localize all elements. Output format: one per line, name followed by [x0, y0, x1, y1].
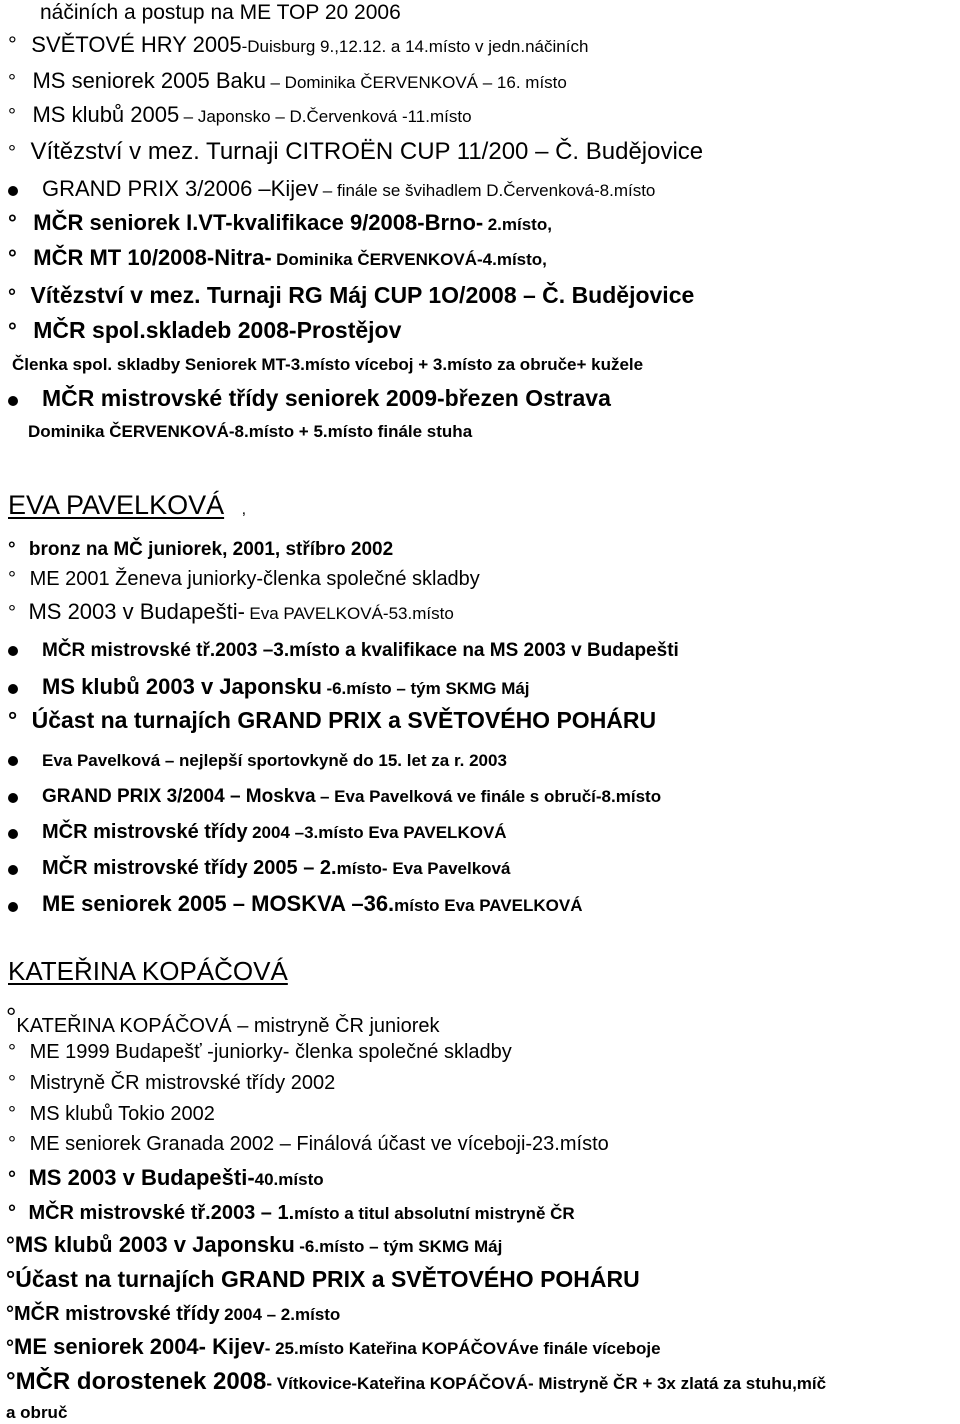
item-detail: – finále se švihadlem D.Červenková-8.místo [322, 181, 656, 200]
item-detail: 2.místo, [487, 215, 552, 234]
degree-bullet: ° [8, 71, 16, 93]
bullet-icon [8, 829, 18, 839]
degree-bullet: ° [8, 286, 16, 308]
list-item [8, 70, 567, 92]
item-text: Eva Pavelková – nejlepší sportovkyně do 15. let za r. 2003 [42, 751, 507, 770]
list-item [8, 104, 472, 126]
list-item [8, 34, 588, 56]
list-item [8, 1042, 512, 1062]
heading-text: KATEŘINA KOPÁČOVÁ [8, 956, 288, 986]
item-title: MS seniorek 2005 Baku [32, 68, 267, 93]
list-item [42, 822, 507, 842]
list-item [8, 319, 401, 342]
item-text: Účast na turnajích GRAND PRIX a SVĚTOVÉHO POHÁRU [15, 1266, 640, 1292]
list-item [6, 1304, 340, 1324]
item-title: Vítězství v mez. Turnaji CITROËN CUP 11/200 – Č. Budějovice [30, 138, 704, 165]
degree-bullet: ° [8, 32, 17, 57]
line-text: Členka spol. skladby Seniorek MT-3.místo víceboj + 3.místo za obruče+ kužele [12, 355, 644, 374]
list-item [42, 787, 661, 806]
item-title: MČR mistrovské třídy [14, 1303, 220, 1325]
list-item [8, 284, 694, 307]
bullet-icon [8, 186, 18, 196]
item-detail: -6.místo – tým SKMG Máj [326, 679, 530, 698]
item-title: ME seniorek 2005 – MOSKVA –36. [42, 891, 395, 916]
list-item [6, 1268, 640, 1291]
list-item [8, 709, 656, 732]
bullet-icon [8, 684, 18, 694]
item-detail: 2004 – 2.místo [224, 1305, 341, 1324]
item-detail: - Vítkovice-Kateřina KOPÁČOVÁ- Mistryně ČR + 3x zlatá za stuhu,míč [266, 1374, 827, 1393]
list-item [6, 1370, 826, 1394]
heading-suffix: , [241, 501, 247, 518]
item-title: MS klubů 2005 [32, 102, 180, 127]
line-text: a obruč [6, 1403, 68, 1422]
list-item [42, 178, 655, 200]
degree-bullet: ° [8, 1041, 16, 1063]
item-title: MČR mistrovské třídy 2005 – 2. [42, 857, 337, 879]
item-detail: Eva PAVELKOVÁ-53.místo [249, 604, 454, 623]
list-item [8, 601, 454, 623]
item-title: MS 2003 v Budapešti- [28, 599, 245, 624]
bullet-icon [8, 396, 18, 406]
item-title: MČR mistrovské třídy seniorek 2009-březen Ostrava [42, 385, 611, 411]
item-detail: místo Eva PAVELKOVÁ [394, 896, 583, 915]
item-detail: 40.místo [254, 1170, 324, 1189]
item-detail: místo- Eva Pavelková [336, 859, 511, 878]
list-item [8, 1203, 575, 1223]
item-title: MČR spol.skladeb 2008-Prostějov [33, 317, 402, 343]
list-item [42, 676, 530, 698]
bullet-icon [8, 793, 18, 803]
item-text: Účast na turnajích GRAND PRIX a SVĚTOVÉHO POHÁRU [31, 707, 657, 733]
item-title: MS klubů 2003 v Japonsku [42, 674, 322, 699]
item-detail: -Duisburg 9.,12.12. a 14.místo v jedn.náčiních [241, 37, 589, 56]
item-text: MČR mistrovské tř.2003 –3.místo a kvalifikace na MS 2003 v Budapešti [42, 640, 679, 661]
degree-bullet: ° [8, 318, 17, 343]
degree-bullet: ° [6, 1337, 14, 1359]
item-detail: – Dominika ČERVENKOVÁ – 16. místo [270, 73, 567, 92]
item-title: MS klubů 2003 v Japonsku [14, 1232, 295, 1257]
item-text: ME 2001 Ženeva juniorky-členka společné skladby [29, 568, 480, 590]
text-line [40, 2, 401, 23]
item-title: MS 2003 v Budapešti- [28, 1165, 255, 1190]
text-line [6, 1404, 67, 1421]
list-item [8, 540, 393, 559]
item-title: MČR dorostenek 2008 [15, 1368, 267, 1395]
item-title: MČR MT 10/2008-Nitra- [33, 245, 272, 270]
list-item [42, 641, 679, 660]
list-item [8, 569, 480, 589]
degree-bullet: ° [8, 1072, 16, 1094]
section-heading [8, 958, 288, 984]
list-item [6, 1234, 502, 1256]
bullet-icon [8, 756, 18, 766]
list-item [6, 1336, 661, 1358]
item-title: ME seniorek 2004- Kijev [14, 1334, 265, 1359]
item-text: ME seniorek Granada 2002 – Finálová účast ve víceboji-23.místo [29, 1133, 609, 1155]
item-detail: - 25.místo Kateřina KOPÁČOVÁve finále víceboje [264, 1339, 661, 1358]
degree-bullet: ° [8, 210, 17, 235]
text-line [12, 356, 643, 373]
degree-bullet: ° [6, 1232, 15, 1257]
section-heading [8, 492, 246, 519]
item-text: Mistryně ČR mistrovské třídy 2002 [29, 1072, 336, 1094]
degree-bullet: ° [6, 1002, 17, 1032]
item-detail: – Japonsko – D.Červenková -11.místo [183, 107, 472, 126]
line-text: Dominika ČERVENKOVÁ-8.místo + 5.místo finále stuha [28, 422, 473, 441]
item-detail: místo a titul absolutní mistryně ČR [294, 1204, 575, 1223]
item-detail: Dominika ČERVENKOVÁ-4.místo, [276, 250, 547, 269]
item-text: MS klubů Tokio 2002 [29, 1103, 215, 1125]
list-item [8, 1073, 335, 1093]
item-text: ME 1999 Budapešť -juniorky- členka společné skladby [29, 1041, 512, 1063]
item-detail: 2004 –3.místo Eva PAVELKOVÁ [252, 823, 507, 842]
degree-bullet: ° [8, 245, 17, 270]
degree-bullet: ° [8, 707, 18, 733]
item-title: GRAND PRIX 3/2004 – Moskva [42, 786, 316, 807]
bullet-icon [8, 902, 18, 912]
item-title: Vítězství v mez. Turnaji RG Máj CUP 1O/2008 – Č. Budějovice [30, 282, 695, 308]
degree-bullet: ° [8, 1168, 16, 1190]
bullet-icon [8, 646, 18, 656]
list-item [8, 212, 552, 234]
item-text: KATEŘINA KOPÁČOVÁ – mistryně ČR juniorek [16, 1015, 440, 1037]
list-item [8, 1134, 609, 1154]
list-item [8, 1167, 324, 1189]
bullet-icon [8, 865, 18, 875]
degree-bullet: ° [6, 1303, 14, 1325]
degree-bullet: ° [8, 142, 16, 164]
list-item [8, 1104, 215, 1124]
list-item [42, 893, 582, 915]
degree-bullet: ° [6, 1368, 16, 1395]
item-title: MČR seniorek I.VT-kvalifikace 9/2008-Brno- [33, 210, 484, 235]
text-line [28, 423, 472, 440]
degree-bullet: ° [8, 539, 16, 560]
degree-bullet: ° [8, 1202, 16, 1224]
list-item [8, 247, 547, 269]
list-item [8, 140, 703, 164]
list-item [42, 858, 510, 878]
list-item [42, 387, 611, 410]
item-title: GRAND PRIX 3/2006 –Kijev [42, 176, 319, 201]
list-item [42, 752, 507, 769]
degree-bullet: ° [8, 105, 16, 127]
heading-text: EVA PAVELKOVÁ [8, 490, 225, 520]
line-text: náčiních a postup na ME TOP 20 2006 [40, 1, 401, 24]
list-item [6, 1004, 440, 1036]
item-detail: -6.místo – tým SKMG Máj [299, 1237, 503, 1256]
item-detail: – Eva Pavelková ve finále s obručí-8.místo [319, 787, 662, 806]
degree-bullet: ° [8, 568, 16, 590]
item-title: MČR mistrovské třídy [42, 821, 248, 843]
degree-bullet: ° [6, 1266, 16, 1292]
degree-bullet: ° [8, 602, 16, 624]
item-text: bronz na MČ juniorek, 2001, stříbro 2002 [28, 539, 394, 560]
item-title: SVĚTOVÉ HRY 2005 [31, 32, 242, 57]
degree-bullet: ° [8, 1133, 16, 1155]
degree-bullet: ° [8, 1103, 16, 1125]
item-title: MČR mistrovské tř.2003 – 1. [28, 1202, 295, 1224]
